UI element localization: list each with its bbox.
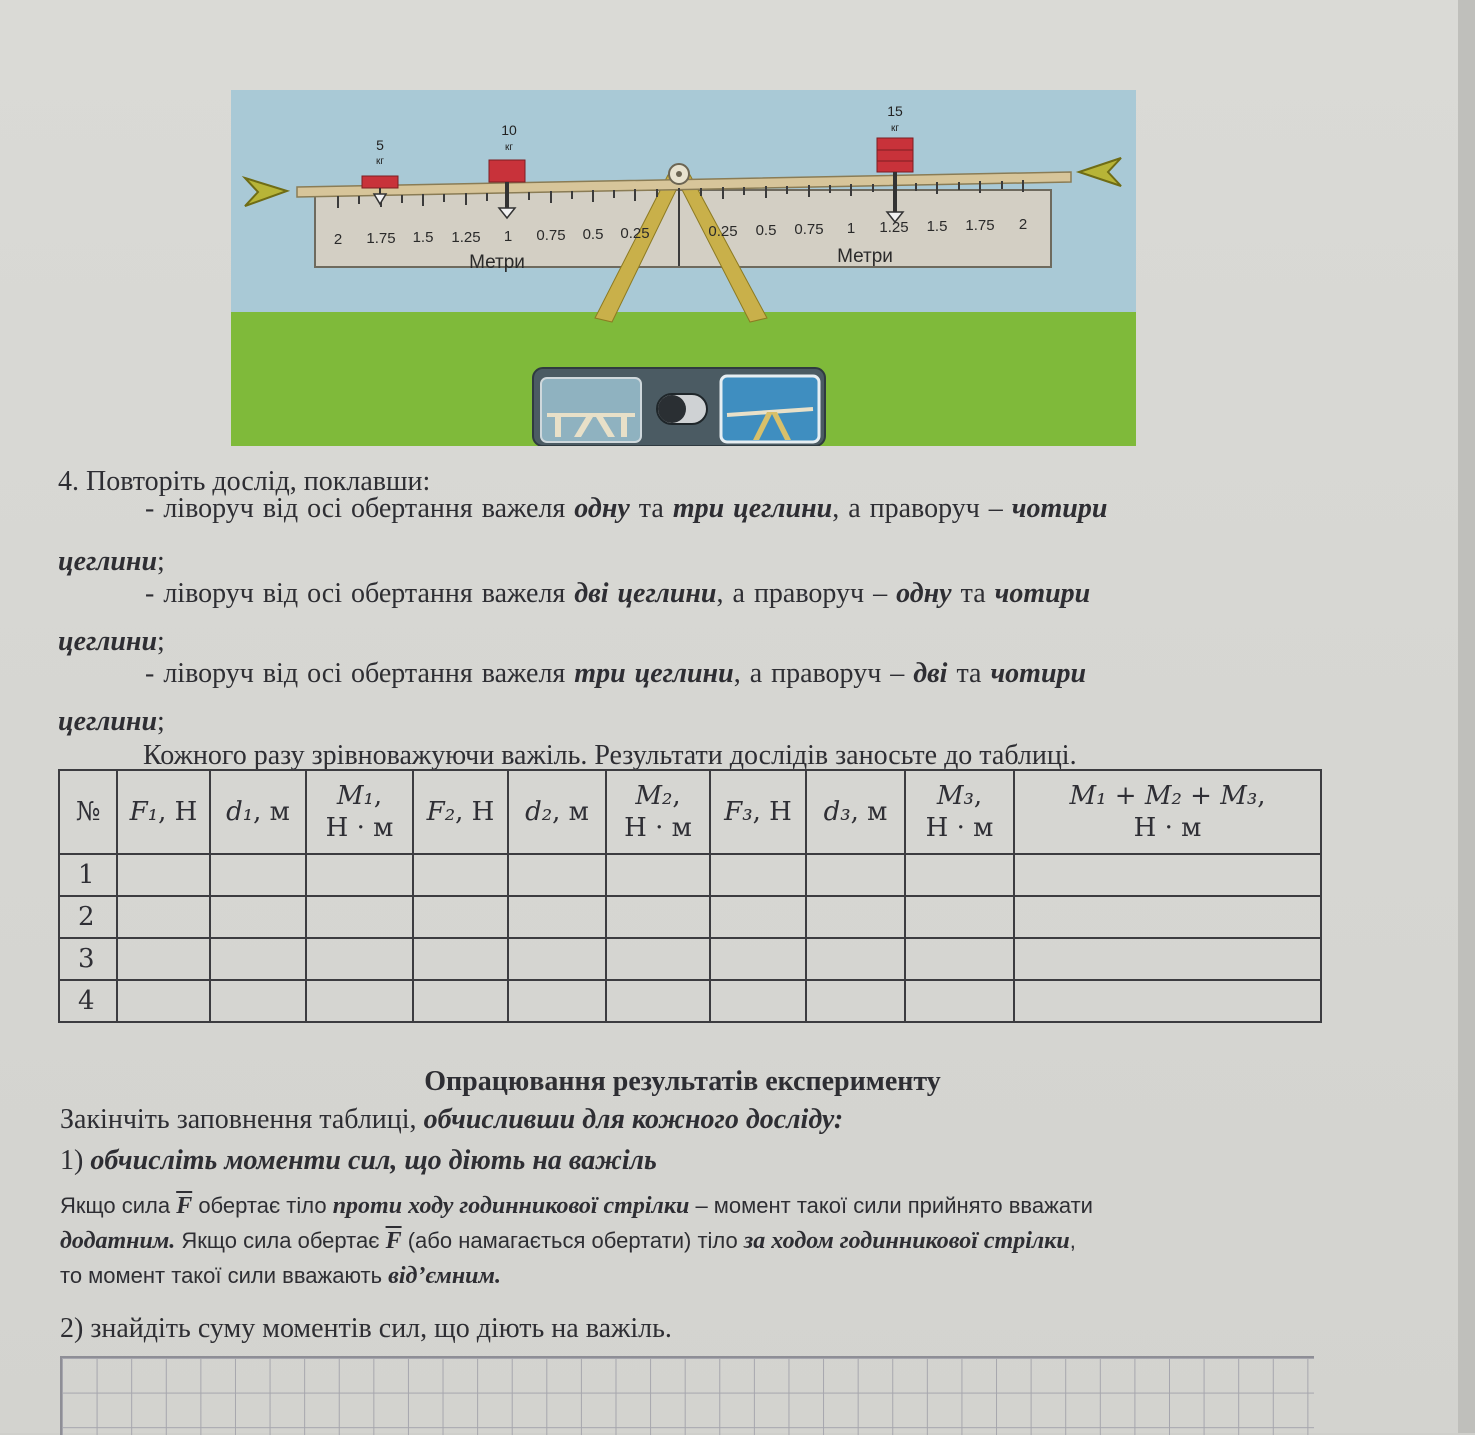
table-cell[interactable] [606, 896, 710, 938]
left-scale-label: 1 [503, 228, 513, 245]
table-cell[interactable] [508, 980, 606, 1022]
right-scale-label: 1.25 [879, 219, 909, 236]
right-scale-label: 0.5 [755, 222, 777, 239]
table-cell[interactable] [306, 896, 413, 938]
table-cell[interactable] [606, 854, 710, 896]
header-d1: d₁, м [210, 770, 306, 854]
left-scale-caption: Метри [469, 252, 525, 273]
task4-item-1: - ліворуч від осі обертання важеля одну та три цеглини, а праворуч – чотири [145, 493, 1108, 524]
table-cell[interactable] [210, 896, 306, 938]
right-scale-label: 1.75 [965, 217, 995, 234]
table-cell[interactable] [905, 854, 1014, 896]
right-scale-caption: Метри [837, 246, 893, 267]
table-cell[interactable] [210, 980, 306, 1022]
right-scale-label: 1 [846, 220, 856, 237]
table-cell[interactable] [306, 980, 413, 1022]
left-scale-label: 1.75 [366, 230, 396, 247]
left-scale-label: 0.75 [536, 227, 566, 244]
results-table [58, 769, 1322, 1023]
weight-5-value: 5 [376, 137, 384, 153]
header-f2: F₂, Н [413, 770, 508, 854]
table-cell[interactable] [413, 896, 508, 938]
table-cell[interactable] [806, 980, 905, 1022]
weight-15-value: 15 [887, 103, 903, 119]
header-m1: M₁, Н · м [306, 770, 413, 854]
table-cell[interactable] [710, 938, 806, 980]
table-cell[interactable] [413, 980, 508, 1022]
table-cell[interactable] [508, 854, 606, 896]
lever-simulation-figure [231, 90, 1136, 446]
table-cell[interactable] [710, 854, 806, 896]
table-cell[interactable] [905, 980, 1014, 1022]
table-cell[interactable] [1014, 980, 1321, 1022]
row-number: 4 [59, 980, 117, 1022]
header-sum: M₁ + M₂ + M₃, Н · м [1014, 770, 1321, 854]
weight-10-value: 10 [501, 122, 517, 138]
right-scale-label: 0.75 [794, 221, 824, 238]
header-d3: d₃, м [806, 770, 905, 854]
note-line-1: Якщо сила $\overline{F}$ обертає тіло проти ходу годинникової стрілки – момент такої сили прийнято вважати [60, 1193, 1093, 1219]
table-cell[interactable] [117, 938, 210, 980]
task4-item-2: - ліворуч від осі обертання важеля дві цеглини, а праворуч – одну та чотири [145, 578, 1091, 609]
task4-item-2-wrap: цеглини; [58, 626, 165, 657]
header-m2: M₂, Н · м [606, 770, 710, 854]
grid-paper-area[interactable] [60, 1356, 1314, 1435]
table-row [59, 938, 1321, 980]
processing-title: Опрацювання результатів експерименту [424, 1066, 941, 1097]
table-cell[interactable] [710, 980, 806, 1022]
table-cell[interactable] [606, 938, 710, 980]
row-number: 3 [59, 938, 117, 980]
left-scale-label: 0.5 [582, 226, 604, 243]
table-row [59, 896, 1321, 938]
table-cell[interactable] [1014, 854, 1321, 896]
header-f3: F₃, Н [710, 770, 806, 854]
table-cell[interactable] [905, 896, 1014, 938]
task4-closing: Кожного разу зрівноважуючи важіль. Результати дослідів заносьте до таблиці. [143, 740, 1077, 771]
view-toggle-control[interactable] [533, 368, 825, 446]
table-cell[interactable] [508, 938, 606, 980]
table-cell[interactable] [306, 854, 413, 896]
right-scale-label: 0.25 [708, 223, 738, 240]
left-scale-label: 1.5 [412, 229, 434, 246]
table-cell[interactable] [210, 854, 306, 896]
processing-step1: 1) обчисліть моменти сил, що діють на важіль [60, 1145, 657, 1176]
header-d2: d₂, м [508, 770, 606, 854]
table-row [59, 854, 1321, 896]
table-cell[interactable] [306, 938, 413, 980]
left-scale-label: 1.25 [451, 229, 481, 246]
weight-10-unit: кг [504, 142, 514, 153]
table-cell[interactable] [413, 854, 508, 896]
table-cell[interactable] [1014, 896, 1321, 938]
left-scale-label: 2 [333, 231, 343, 248]
task4-intro: 4. Повторіть дослід, поклавши: [58, 466, 431, 497]
table-cell[interactable] [806, 854, 905, 896]
table-cell[interactable] [806, 938, 905, 980]
table-cell[interactable] [710, 896, 806, 938]
note-line-2: додатним. Якщо сила обертає $\overline{F}$ (або намагається обертати) тіло за ходом годинникової стрілки, [60, 1228, 1076, 1254]
weight-15-unit: кг [890, 123, 900, 134]
table-cell[interactable] [606, 980, 710, 1022]
table-cell[interactable] [117, 896, 210, 938]
table-cell[interactable] [905, 938, 1014, 980]
note-line-3: то момент такої сили вважають від’ємним. [60, 1263, 501, 1289]
header-m3: M₃, Н · м [905, 770, 1014, 854]
processing-step2: 2) знайдіть суму моментів сил, що діють на важіль. [60, 1313, 672, 1344]
table-cell[interactable] [806, 896, 905, 938]
processing-lead: Закінчіть заповнення таблиці, обчисливши для кожного досліду: [60, 1104, 844, 1135]
table-cell[interactable] [413, 938, 508, 980]
task4-item-3-wrap: цеглини; [58, 706, 165, 737]
task4-item-3: - ліворуч від осі обертання важеля три цеглини, а праворуч – дві та чотири [145, 658, 1087, 689]
left-scale-label: 0.25 [620, 225, 650, 242]
table-cell[interactable] [210, 938, 306, 980]
table-cell[interactable] [117, 854, 210, 896]
row-number: 1 [59, 854, 117, 896]
header-number: № [59, 770, 117, 854]
weight-5-unit: кг [375, 156, 385, 167]
table-cell[interactable] [1014, 938, 1321, 980]
right-scale-label: 1.5 [926, 218, 948, 235]
right-scale-label: 2 [1018, 216, 1028, 233]
page-edge [1458, 0, 1475, 1433]
table-row [59, 980, 1321, 1022]
row-number: 2 [59, 896, 117, 938]
table-cell[interactable] [508, 896, 606, 938]
table-cell[interactable] [117, 980, 210, 1022]
header-f1: F₁, Н [117, 770, 210, 854]
task4-item-1-wrap: цеглини; [58, 546, 165, 577]
table-header-row [59, 770, 1321, 854]
